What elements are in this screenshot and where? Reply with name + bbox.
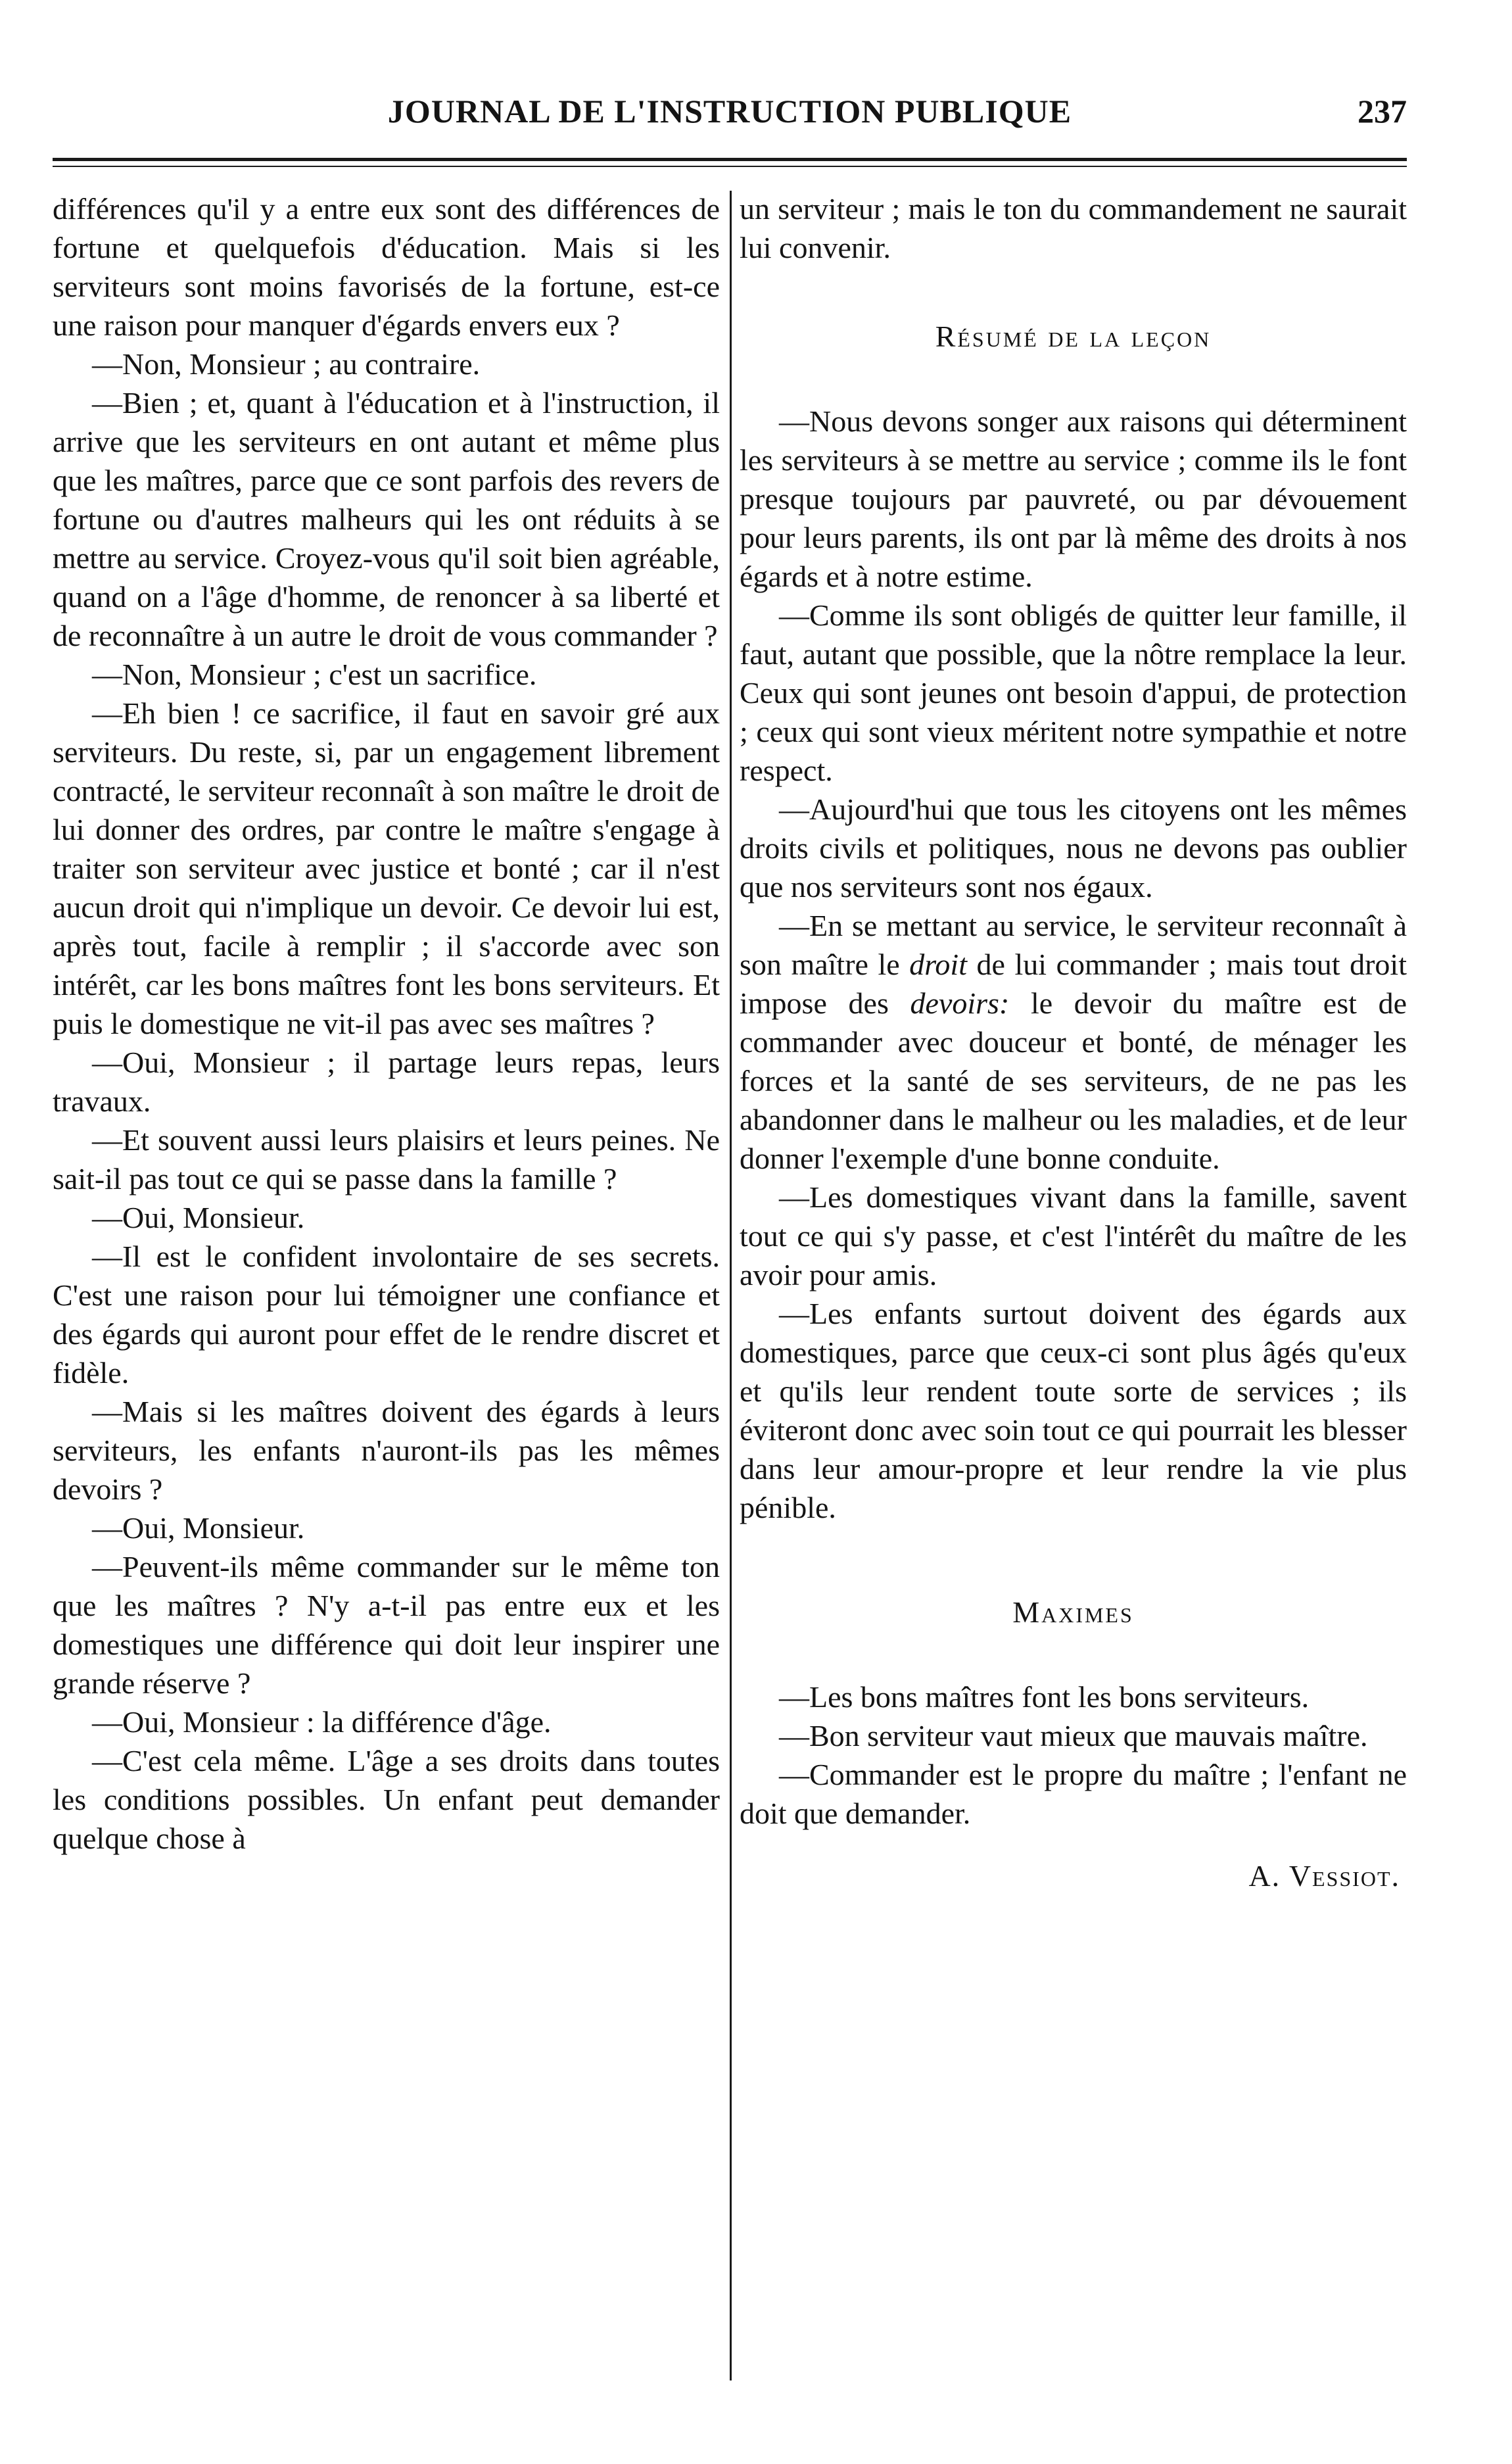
italic-devoirs: devoirs:	[910, 986, 1010, 1020]
paragraph: —Mais si les maîtres doivent des égards à leurs serviteurs, les enfants n'auront-ils pas les mêmes devoirs ?	[53, 1395, 720, 1506]
left-column	[53, 189, 720, 1858]
paragraph: —Oui, Monsieur.	[92, 1201, 305, 1234]
paragraph: —Oui, Monsieur.	[92, 1511, 305, 1545]
paragraph: —C'est cela même. L'âge a ses droits dans toutes les conditions possibles. Un enfant peut demander quelque chose à	[53, 1744, 720, 1855]
maxim: —Les bons maîtres font les bons serviteurs.	[779, 1680, 1310, 1714]
paragraph: —Non, Monsieur ; c'est un sacrifice.	[92, 658, 537, 691]
paragraph: —Comme ils sont obligés de quitter leur famille, il faut, autant que possible, que la nôtre remplace la leur. Ceux qui sont jeunes ont besoin d'appui, de protection ; ceux qui sont vieux méritent notre sympathie et notre respect.	[740, 598, 1407, 787]
paragraph: —Nous devons songer aux raisons qui déterminent les serviteurs à se mettre au service ; comme ils le font presque toujours par pauvreté, ou par dévouement pour leurs parents, ils ont par là même des droits à nos égards et à notre estime.	[740, 404, 1407, 593]
text-run: le devoir du maître est de commander avec douceur et bonté, de ménager les forces et la santé de ses serviteurs, de ne pas les abandonner dans le malheur ou les maladies, et de leur donner l'exemple d'une bonne conduite.	[740, 986, 1407, 1175]
paragraph: —Aujourd'hui que tous les citoyens ont les mêmes droits civils et politiques, nous ne devons pas oublier que nos serviteurs sont nos égaux.	[740, 792, 1407, 904]
paragraph: —Les domestiques vivant dans la famille, savent tout ce qui s'y passe, et c'est l'intérêt du maître de les avoir pour amis.	[740, 1180, 1407, 1292]
header-rule-thin	[53, 166, 1407, 167]
maxim: —Commander est le propre du maître ; l'enfant ne doit que demander.	[740, 1758, 1407, 1830]
section-heading-maximes: Maximes	[1012, 1595, 1134, 1629]
paragraph: —Oui, Monsieur : la différence d'âge.	[92, 1705, 552, 1739]
right-column	[740, 189, 1407, 1895]
journal-title: JOURNAL DE L'INSTRUCTION PUBLIQUE	[387, 93, 1072, 130]
maxim: —Bon serviteur vaut mieux que mauvais maître.	[779, 1719, 1368, 1752]
header-rule-thick	[53, 158, 1407, 161]
paragraph: —Peuvent-ils même commander sur le même ton que les maîtres ? N'y a-t-il pas entre eux et les domestiques une différence qui doit leur inspirer une grande réserve ?	[53, 1550, 720, 1700]
paragraph: —Les enfants surtout doivent des égards aux domestiques, parce que ceux-ci sont plus âgés qu'eux et qu'ils leur rendent toute sorte de services ; ils éviteront donc avec soin tout ce qui pourrait les blesser dans leur amour-propre et leur rendre la vie plus pénible.	[740, 1297, 1407, 1524]
paragraph: différences qu'il y a entre eux sont des différences de fortune et quelquefois d'éducation. Mais si les serviteurs sont moins favorisés de la fortune, est-ce une raison pour manquer d'égards envers eux ?	[53, 192, 720, 342]
page-number: 237	[1358, 93, 1407, 130]
paragraph: —Bien ; et, quant à l'éducation et à l'instruction, il arrive que les serviteurs en ont autant et même plus que les maîtres, parce que ce sont parfois des revers de fortune ou d'autres malheurs qui les ont réduits à se mettre au service. Croyez-vous qu'il soit bien agréable, quand on a l'âge d'homme, de renoncer à sa liberté et de reconnaître à un autre le droit de vous commander ?	[53, 386, 720, 652]
section-heading-resume: Résumé de la leçon	[935, 320, 1212, 353]
text-run: —En se mettant au service, le serviteur reconnaît à son maître le	[740, 909, 1407, 981]
paragraph: —Et souvent aussi leurs plaisirs et leurs peines. Ne sait-il pas tout ce qui se passe dans la famille ?	[53, 1123, 720, 1196]
column-divider	[730, 191, 732, 2380]
paragraph: —Il est le confident involontaire de ses secrets. C'est une raison pour lui témoigner une confiance et des égards qui auront pour effet de le rendre discret et fidèle.	[53, 1240, 720, 1389]
author-signature: A. Vessiot.	[1248, 1859, 1400, 1893]
paragraph	[740, 906, 1407, 1178]
paragraph: —Eh bien ! ce sacrifice, il faut en savoir gré aux serviteurs. Du reste, si, par un engagement librement contracté, le serviteur reconnaît à son maître le droit de lui donner des ordres, par contre le maître s'engage à traiter son serviteur avec justice et bonté ; car il n'est aucun droit qui n'implique un devoir. Ce devoir lui est, après tout, facile à remplir ; il s'accorde avec son intérêt, car les bons maîtres font les bons serviteurs. Et puis le domestique ne vit-il pas avec ses maîtres ?	[53, 696, 720, 1040]
text-run: de lui commander ; mais tout droit impose des	[740, 948, 1407, 1020]
paragraph: —Oui, Monsieur ; il partage leurs repas, leurs travaux.	[53, 1046, 720, 1118]
italic-droit: droit	[909, 948, 967, 981]
running-head	[53, 92, 1407, 145]
paragraph: —Non, Monsieur ; au contraire.	[92, 347, 481, 381]
paragraph: un serviteur ; mais le ton du commandement ne saurait lui convenir.	[740, 192, 1407, 264]
